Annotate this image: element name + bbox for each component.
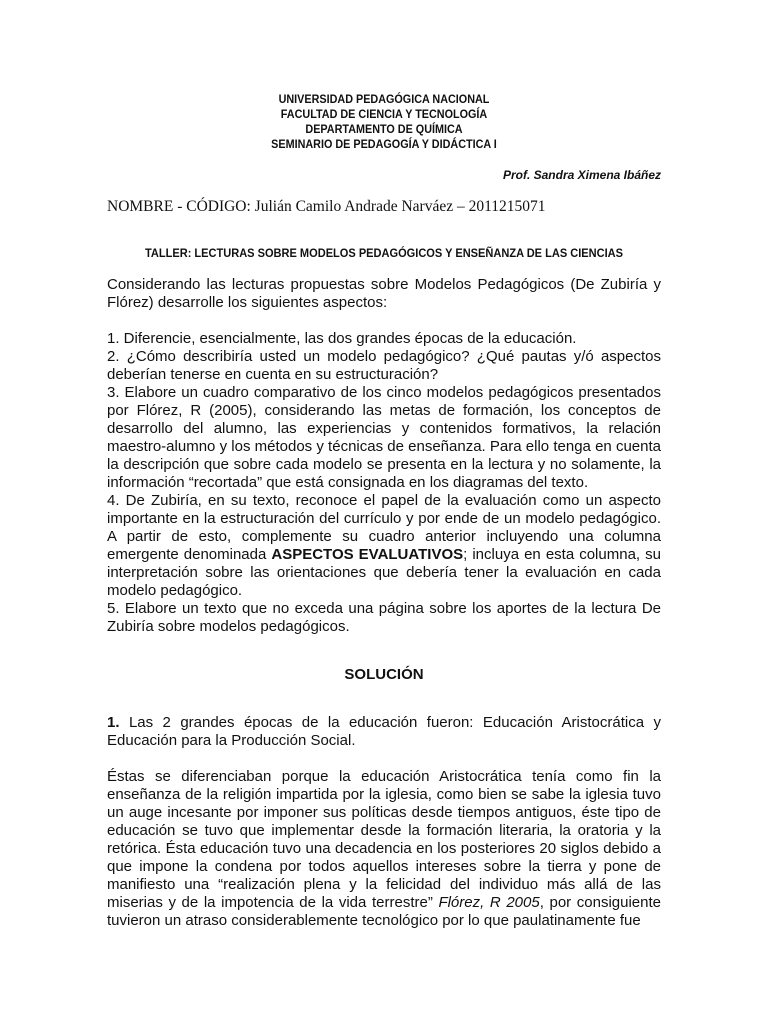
aspectos-evaluativos-term: ASPECTOS EVALUATIVOS xyxy=(271,546,464,563)
seminar-name: SEMINARIO DE PEDAGOGÍA Y DIDÁCTICA I xyxy=(271,137,497,151)
paragraph-2-text: Éstas se diferenciaban porque la educación Aristocrática tenía como fin la enseñanza de la religión impartida por la iglesia, como bien se sabe la iglesia tuvo un auge incesante por imponer sus políticas desde tiempos antiguos, éste tipo de educación se tuvo que implementar desde la formación literaria, la oratoria y la retórica. Ésta educación tuvo una decadencia en los posteriores 20 siglos debido a que impone la condena por todos aquellos intereses sobre la tierra y pone de manifiesto una “realización plena y la felicidad del individuo más allá de las miserias y de la impotencia de la vida terrestre” xyxy=(107,768,661,911)
citation-florez: Flórez, R 2005 xyxy=(438,894,540,911)
question-3: 3. Elabore un cuadro comparativo de los cinco modelos pedagógicos presentados por Flórez, R (2005), considerando las metas de formación, los conceptos de desarrollo del alumno, las experiencias y contenidos formativos, la relación maestro-alumno y los métodos y técnicas de enseñanza. Para ello tenga en cuenta la descripción que sobre cada modelo se presenta en la lectura y no solamente, la información “recortada” que está consignada en los diagramas del texto. xyxy=(107,384,661,491)
answer-1 xyxy=(107,714,661,750)
university-name: UNIVERSIDAD PEDAGÓGICA NACIONAL xyxy=(278,92,490,106)
question-4-text-end: ; incluya en esta columna, su interpretación sobre las orientaciones que debería tener la evaluación en cada modelo pedagógico. xyxy=(107,546,661,599)
solucion-heading: SOLUCIÓN xyxy=(344,666,424,683)
student-name-code: NOMBRE - CÓDIGO: Julián Camilo Andrade Narváez – 2011215071 xyxy=(107,198,546,215)
department-name: DEPARTAMENTO DE QUÍMICA xyxy=(305,122,463,136)
answer-1-text: Las 2 grandes épocas de la educación fueron: Educación Aristocrática y Educación para la Producción Social. xyxy=(107,714,661,749)
answer-1-number: 1. xyxy=(107,714,120,731)
question-4 xyxy=(107,492,661,600)
question-1: 1. Diferencie, esencialmente, las dos grandes épocas de la educación. xyxy=(107,330,577,347)
question-5: 5. Elabore un texto que no exceda una página sobre los aportes de la lectura De Zubiría sobre modelos pedagógicos. xyxy=(107,600,661,635)
answer-1-paragraph-2 xyxy=(107,768,661,930)
document-body xyxy=(107,276,661,930)
taller-title: TALLER: LECTURAS SOBRE MODELOS PEDAGÓGICOS Y ENSEÑANZA DE LAS CIENCIAS xyxy=(144,246,624,260)
professor-name: Prof. Sandra Ximena Ibáñez xyxy=(502,168,661,182)
intro-paragraph: Considerando las lecturas propuestas sobre Modelos Pedagógicos (De Zubiría y Flórez) desarrolle los siguientes aspectos: xyxy=(107,276,661,311)
institution-header xyxy=(38,92,729,152)
faculty-name: FACULTAD DE CIENCIA Y TECNOLOGÍA xyxy=(280,107,488,121)
paragraph-2-text-end: , por consiguiente tuvieron un atraso considerablemente tecnológico por lo que paulatinamente fue xyxy=(107,894,661,929)
question-2: 2. ¿Cómo describiría usted un modelo pedagógico? ¿Qué pautas y/ó aspectos deberían tenerse en cuenta en su estructuración? xyxy=(107,348,661,383)
question-4-text: 4. De Zubiría, en su texto, reconoce el papel de la evaluación como un aspecto importante en la estructuración del currículo y por ende de un modelo pedagógico. A partir de esto, complemente su cuadro anterior incluyendo una columna emergente denominada xyxy=(107,492,661,563)
